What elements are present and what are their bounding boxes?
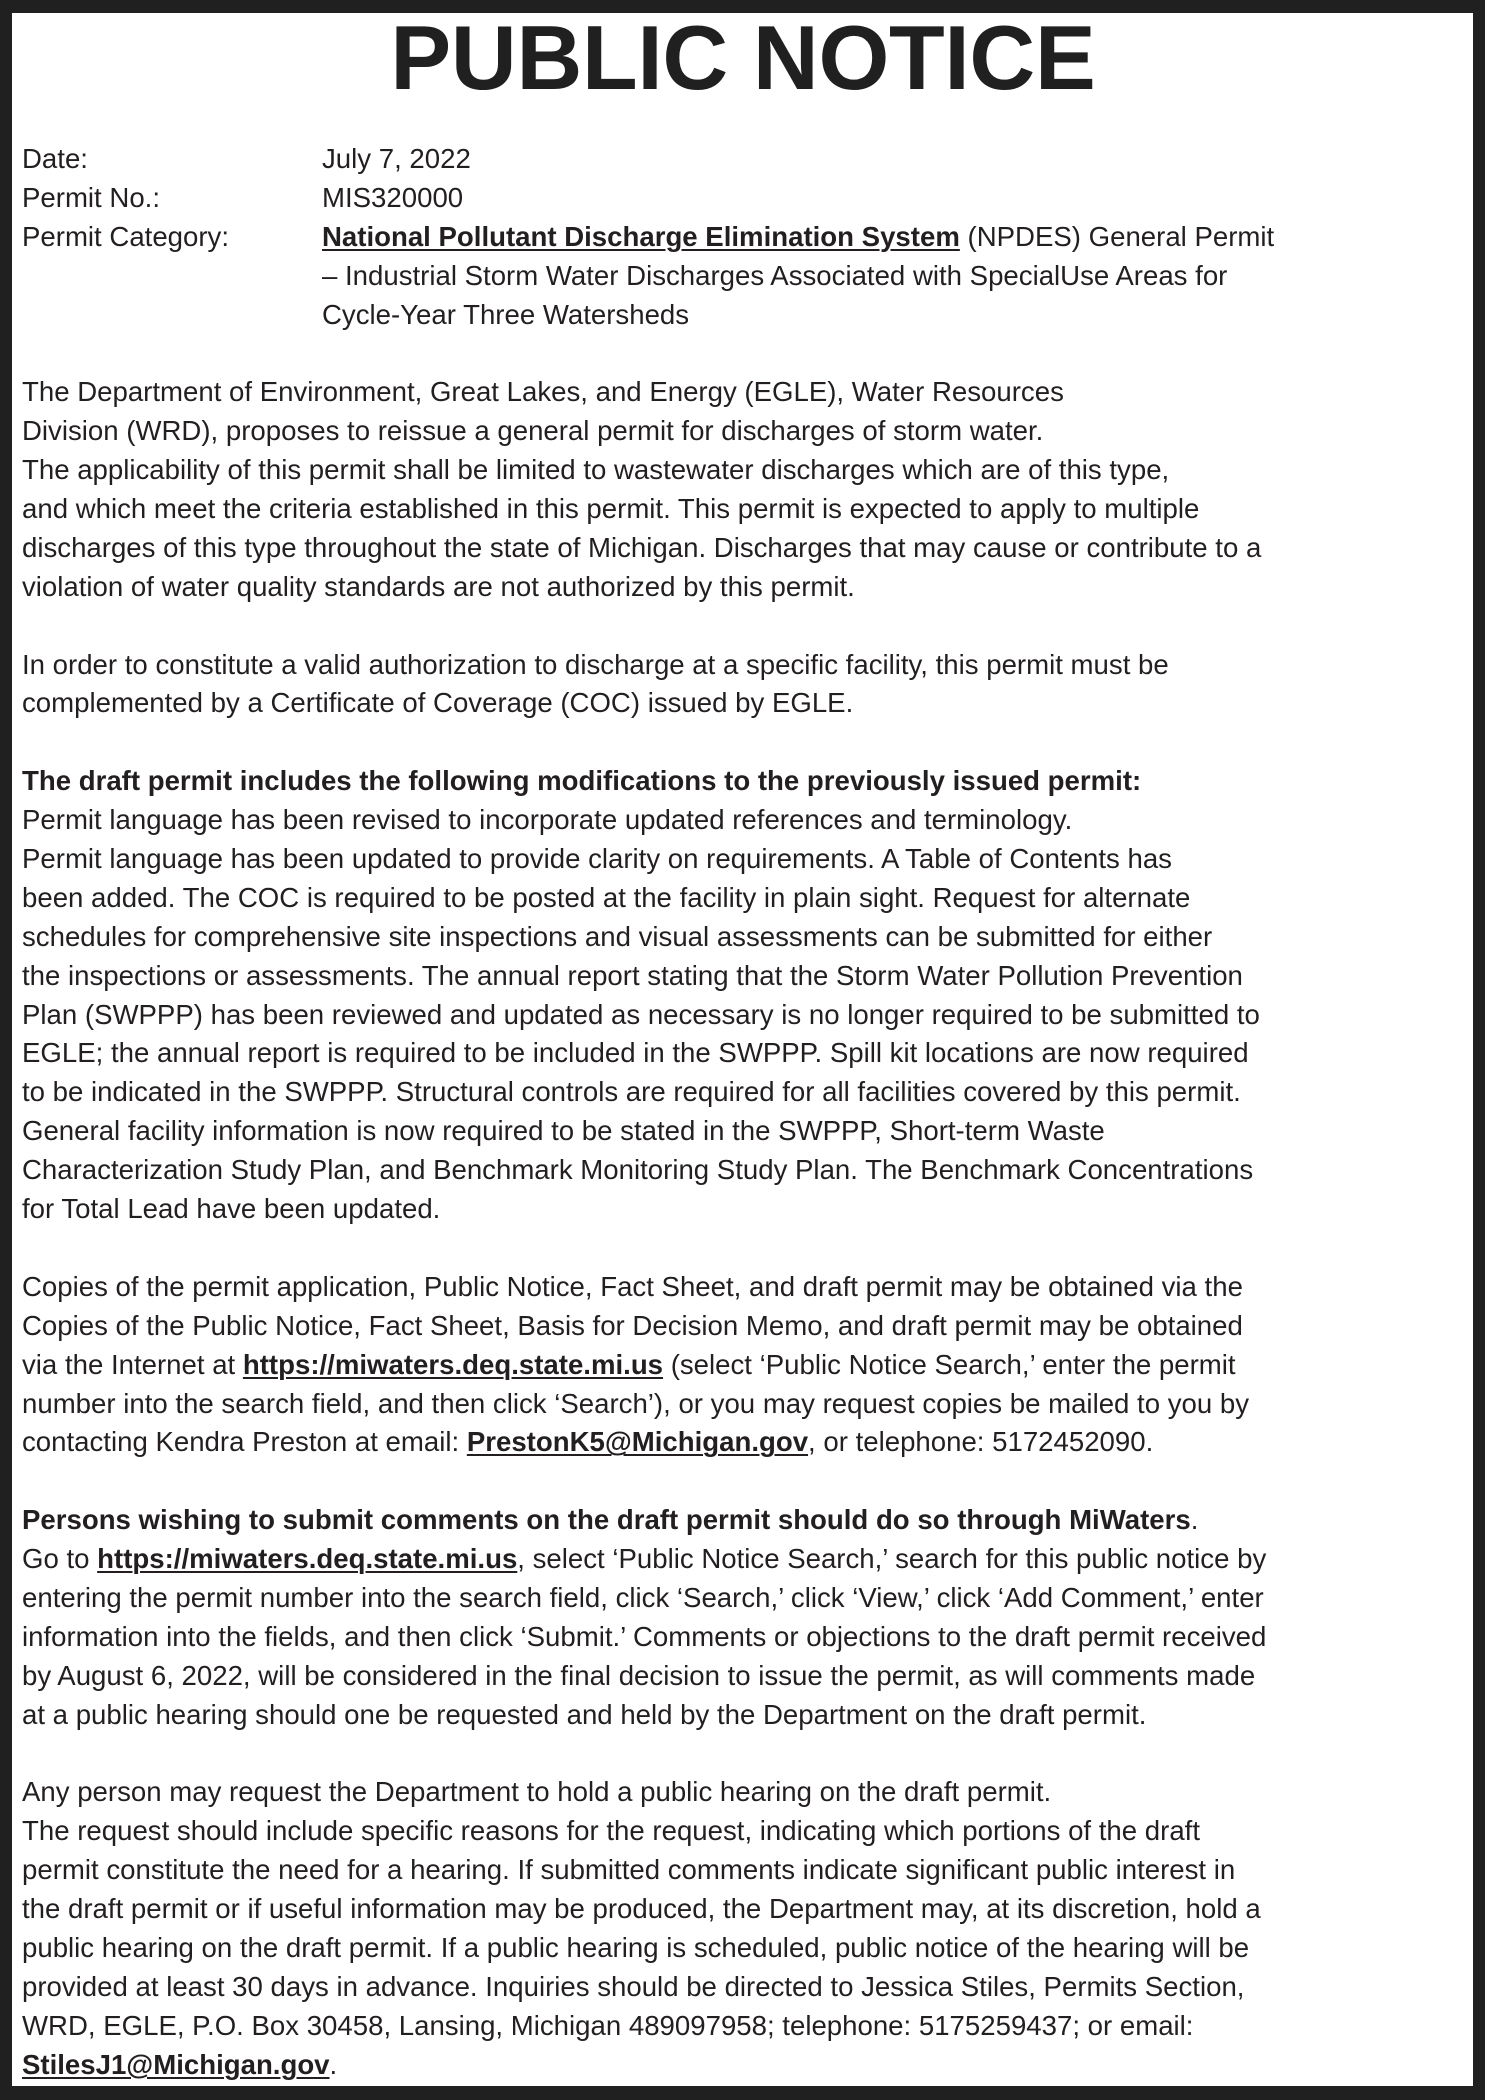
meta-row-permit-category bbox=[22, 218, 1462, 257]
text-line: EGLE; the annual report is required to be included in the SWPPP. Spill kit locations are now required bbox=[22, 1037, 1249, 1069]
text-fragment: Go to bbox=[22, 1543, 98, 1575]
text-line: Copies of the permit application, Public Notice, Fact Sheet, and draft permit may be obtained via the bbox=[22, 1270, 1243, 1302]
spacer bbox=[22, 334, 1462, 373]
notice-title: PUBLIC NOTICE bbox=[389, 8, 1096, 109]
text-line: General facility information is now required to be stated in the SWPPP, Short-term Waste bbox=[22, 1115, 1105, 1147]
stiles-email-link[interactable]: StilesJ1@Michigan.gov bbox=[22, 2048, 330, 2080]
comments-paragraph bbox=[22, 1501, 1462, 1734]
permit-category-value bbox=[322, 218, 1462, 257]
spacer bbox=[22, 607, 1462, 646]
text-line: Plan (SWPPP) has been reviewed and updated as necessary is no longer required to be submitted to bbox=[22, 998, 1260, 1030]
text-line: permit constitute the need for a hearing. If submitted comments indicate significant public interest in bbox=[22, 1854, 1236, 1886]
meta-row-permit-no bbox=[22, 179, 1462, 218]
modifications-section bbox=[22, 762, 1462, 1229]
hearing-paragraph bbox=[22, 1773, 1462, 2084]
npdes-name: National Pollutant Discharge Elimination System bbox=[322, 220, 960, 252]
spacer bbox=[22, 1229, 1462, 1268]
modifications-heading: The draft permit includes the following modifications to the previously issued permit: bbox=[22, 765, 1142, 797]
preston-email-link[interactable]: PrestonK5@Michigan.gov bbox=[466, 1426, 809, 1458]
text-line: at a public hearing should one be requested and held by the Department on the draft permit. bbox=[22, 1698, 1147, 1730]
text-line: number into the search field, and then click ‘Search’), or you may request copies be mailed to you by bbox=[22, 1387, 1250, 1419]
text-line: In order to constitute a valid authorization to discharge at a specific facility, this permit must be bbox=[22, 648, 1169, 680]
text-line: The applicability of this permit shall be limited to wastewater discharges which are of this type, bbox=[22, 454, 1170, 486]
text-fragment: (select ‘Public Notice Search,’ enter the permit bbox=[663, 1348, 1236, 1380]
date-label: Date: bbox=[22, 143, 88, 174]
text-fragment: , select ‘Public Notice Search,’ search for this public notice by bbox=[517, 1543, 1267, 1575]
text-line bbox=[22, 1540, 1462, 1579]
text-line: for Total Lead have been updated. bbox=[22, 1193, 441, 1225]
text-line bbox=[22, 2046, 1462, 2085]
comments-heading-line bbox=[22, 1501, 1462, 1540]
text-line: WRD, EGLE, P.O. Box 30458, Lansing, Michigan 489097958; telephone: 5175259437; or email: bbox=[22, 2009, 1194, 2041]
text-line: public hearing on the draft permit. If a public hearing is scheduled, public notice of the hearing will be bbox=[22, 1931, 1250, 1963]
text-fragment: via the Internet at bbox=[22, 1348, 243, 1380]
text-line: discharges of this type throughout the state of Michigan. Discharges that may cause or contribute to a bbox=[22, 531, 1262, 563]
text-line: by August 6, 2022, will be considered in the final decision to issue the permit, as will comments made bbox=[22, 1659, 1256, 1691]
text-fragment: . bbox=[329, 2048, 338, 2080]
notice-meta bbox=[22, 140, 1462, 334]
copies-paragraph bbox=[22, 1268, 1462, 1462]
permit-category-label: Permit Category: bbox=[22, 220, 230, 252]
text-line: entering the permit number into the search field, click ‘Search,’ click ‘View,’ click ‘Add Comment,’ enter bbox=[22, 1581, 1264, 1613]
miwaters-link[interactable]: https://miwaters.deq.state.mi.us bbox=[242, 1348, 664, 1380]
permit-category-rest: (NPDES) General Permit bbox=[959, 220, 1275, 252]
text-line bbox=[22, 1346, 1462, 1385]
meta-row-date bbox=[22, 140, 1462, 179]
permit-category-line-2: – Industrial Storm Water Discharges Associated with SpecialUse Areas for bbox=[322, 259, 1228, 291]
text-line: Copies of the Public Notice, Fact Sheet, Basis for Decision Memo, and draft permit may be obtained bbox=[22, 1309, 1243, 1341]
text-line: been added. The COC is required to be posted at the facility in plain sight. Request for alternate bbox=[22, 881, 1191, 913]
comments-heading: Persons wishing to submit comments on the draft permit should do so through MiWaters bbox=[22, 1504, 1191, 1536]
text-fragment: contacting Kendra Preston at email: bbox=[22, 1426, 467, 1458]
text-line: Characterization Study Plan, and Benchmark Monitoring Study Plan. The Benchmark Concentrations bbox=[22, 1154, 1254, 1186]
permit-no-value: MIS320000 bbox=[322, 181, 464, 213]
text-line: The request should include specific reasons for the request, indicating which portions of the draft bbox=[22, 1815, 1201, 1847]
spacer bbox=[22, 723, 1462, 762]
text-line: violation of water quality standards are not authorized by this permit. bbox=[22, 570, 855, 602]
permit-no-label: Permit No.: bbox=[22, 181, 160, 213]
text-line: provided at least 30 days in advance. Inquiries should be directed to Jessica Stiles, Permits Section, bbox=[22, 1970, 1245, 2002]
text-line: the draft permit or if useful information may be produced, the Department may, at its discretion, hold a bbox=[22, 1893, 1261, 1925]
notice-body bbox=[22, 140, 1462, 2085]
text-line: Permit language has been updated to provide clarity on requirements. A Table of Contents has bbox=[22, 843, 1172, 875]
text-line: information into the fields, and then click ‘Submit.’ Comments or objections to the draft permit received bbox=[22, 1620, 1267, 1652]
text-line: complemented by a Certificate of Coverage (COC) issued by EGLE. bbox=[22, 687, 854, 719]
permit-category-line-3: Cycle-Year Three Watersheds bbox=[322, 298, 690, 330]
text-line: the inspections or assessments. The annual report stating that the Storm Water Pollution Prevention bbox=[22, 959, 1243, 991]
spacer bbox=[22, 1462, 1462, 1501]
text-line bbox=[22, 1423, 1462, 1462]
text-fragment: . bbox=[1190, 1504, 1199, 1536]
text-line: to be indicated in the SWPPP. Structural controls are required for all facilities covered by this permit. bbox=[22, 1076, 1241, 1108]
intro-paragraph bbox=[22, 373, 1462, 606]
text-line: Division (WRD), proposes to reissue a general permit for discharges of storm water. bbox=[22, 415, 1044, 447]
text-line: Permit language has been revised to incorporate updated references and terminology. bbox=[22, 804, 1073, 836]
text-line: The Department of Environment, Great Lakes, and Energy (EGLE), Water Resources bbox=[22, 376, 1064, 408]
date-value: July 7, 2022 bbox=[322, 143, 471, 174]
miwaters-link-2[interactable]: https://miwaters.deq.state.mi.us bbox=[97, 1543, 518, 1575]
text-line: Any person may request the Department to hold a public hearing on the draft permit. bbox=[22, 1776, 1052, 1808]
text-fragment: , or telephone: 5172452090. bbox=[808, 1426, 1154, 1458]
text-line: schedules for comprehensive site inspections and visual assessments can be submitted for either bbox=[22, 920, 1213, 952]
text-line: and which meet the criteria established in this permit. This permit is expected to apply to multiple bbox=[22, 493, 1200, 525]
coc-paragraph bbox=[22, 646, 1462, 724]
spacer bbox=[22, 1735, 1462, 1774]
